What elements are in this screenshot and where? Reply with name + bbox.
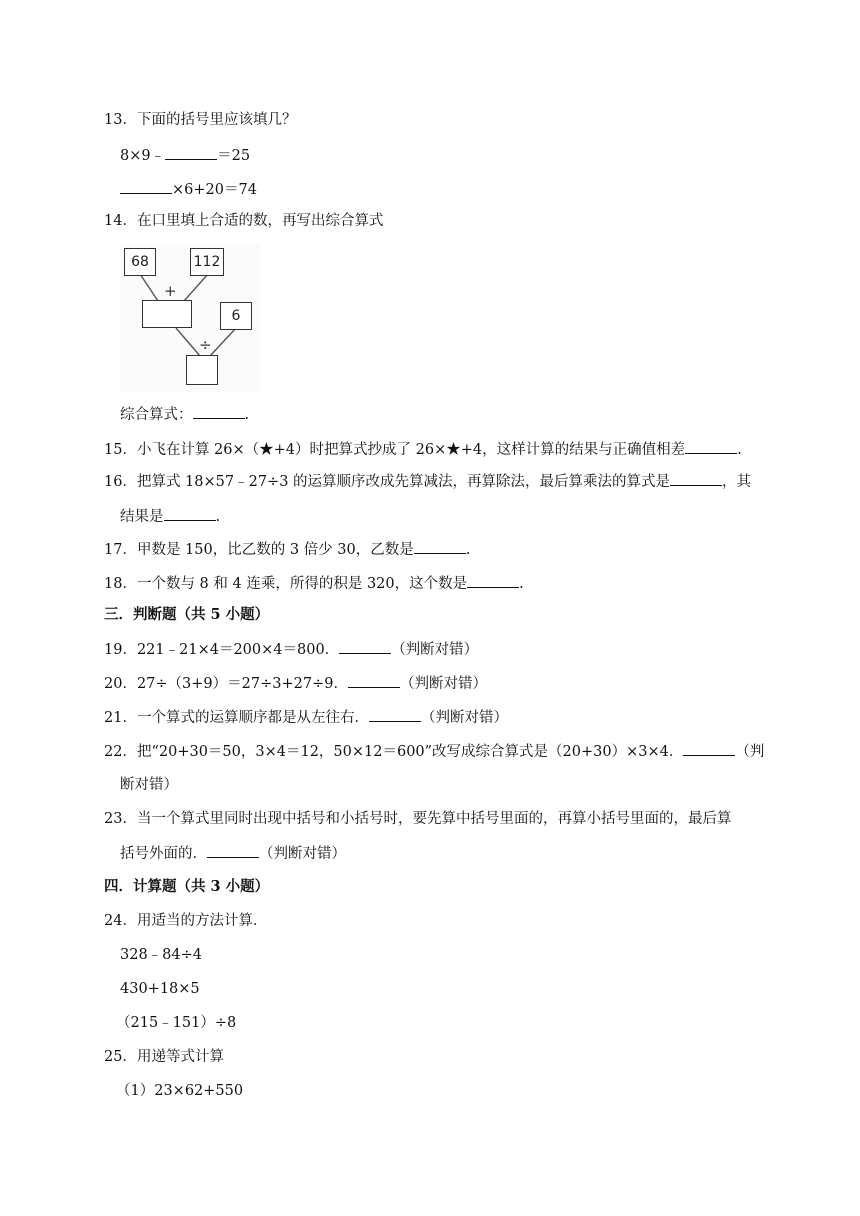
section-heading-calculation: 四．计算题（共 3 小题） [104,878,270,895]
answer-blank[interactable] [685,439,737,454]
question-24-item: （215﹣151）÷8 [116,1015,237,1031]
question-text: 结果是 [120,509,164,525]
judgment-hint: （判断对错） [420,710,508,726]
expression-part: ×6+20＝74 [172,182,257,198]
question-text: 17．甲数是 150，比乙数的 3 倍少 30，乙数是 [104,542,414,558]
answer-blank[interactable] [207,843,259,858]
question-18 [104,573,524,594]
question-22-line-2: 断对错） [120,777,178,793]
answer-label: 综合算式： [120,407,193,423]
question-21 [104,707,508,728]
question-20 [104,673,487,694]
question-23-line-1: 23．当一个算式里同时出现中括号和小括号时，要先算中括号里面的，再算小括号里面的，最后算 [104,811,732,827]
question-13-line-2 [120,179,257,200]
plus-operator: + [164,282,177,300]
question-16-line-1 [104,471,751,492]
question-15 [104,439,742,460]
question-13-stem: 13．下面的括号里应该填几？ [104,112,297,128]
question-23-line-2 [120,843,346,864]
answer-blank[interactable] [414,539,466,554]
answer-blank[interactable] [369,707,421,722]
question-text: 18．一个数与 8 和 4 连乘，所得的积是 320，这个数是 [104,576,468,592]
question-17 [104,539,470,560]
period: . [519,576,524,592]
answer-blank[interactable] [165,145,217,160]
question-24-item: 328﹣84÷4 [120,947,203,963]
question-text: 括号外面的． [120,846,207,862]
quotient-answer-box[interactable] [186,355,218,385]
judgment-hint: （判断对错） [259,846,346,862]
judgment-hint: （判 [735,744,765,760]
question-text: 22．把“20+30＝50，3×4＝12，50×12＝600”改写成综合算式是（20+30）×3×4． [104,744,684,760]
section-heading-judgment: 三．判断题（共 5 小题） [104,606,270,623]
question-text: ，其 [722,474,752,490]
question-14-answer-line [120,404,249,425]
expression-part: ＝25 [217,148,251,164]
question-24-item: 430+18×5 [120,981,200,997]
divide-operator: ÷ [199,336,212,354]
expression-part: 8×9﹣ [120,148,166,164]
question-text: 15．小飞在计算 26×（★+4）时把算式抄成了 26×★+4，这样计算的结果与正确值相差 [104,442,686,458]
question-text: 20．27÷（3+9）＝27÷3+27÷9． [104,676,348,692]
answer-blank[interactable] [467,573,519,588]
answer-blank[interactable] [193,404,245,419]
period: . [737,442,742,458]
answer-blank[interactable] [670,471,722,486]
question-16-line-2 [120,506,220,527]
question-text: 16．把算式 18×57﹣27÷3 的运算顺序改成先算减法，再算除法，最后算乘法的算式是 [104,474,671,490]
number-box-6: 6 [220,302,252,330]
judgment-hint: （判断对错） [399,676,487,692]
answer-blank[interactable] [339,639,391,654]
period: . [465,542,471,558]
sum-answer-box[interactable] [142,300,192,328]
judgment-hint: （判断对错） [391,642,479,658]
calculation-tree-diagram [120,244,260,392]
question-19 [104,639,478,660]
question-text: 19．221﹣21×4＝200×4＝800． [104,642,340,658]
question-13-line-1 [120,145,250,166]
answer-blank[interactable] [348,673,400,688]
question-24-stem: 24．用适当的方法计算． [104,913,268,929]
question-25-stem: 25．用递等式计算 [104,1049,224,1065]
question-22-line-1 [104,741,764,762]
number-box-112: 112 [190,248,224,276]
answer-blank[interactable] [164,506,216,521]
question-25-item: （1）23×62+550 [116,1083,244,1099]
question-text: 21．一个算式的运算顺序都是从左往右． [104,710,369,726]
period: . [244,407,250,423]
question-14-stem: 14．在口里填上合适的数，再写出综合算式 [104,213,384,229]
period: . [215,509,221,525]
answer-blank[interactable] [683,741,735,756]
answer-blank[interactable] [120,179,172,194]
number-box-68: 68 [124,248,156,276]
